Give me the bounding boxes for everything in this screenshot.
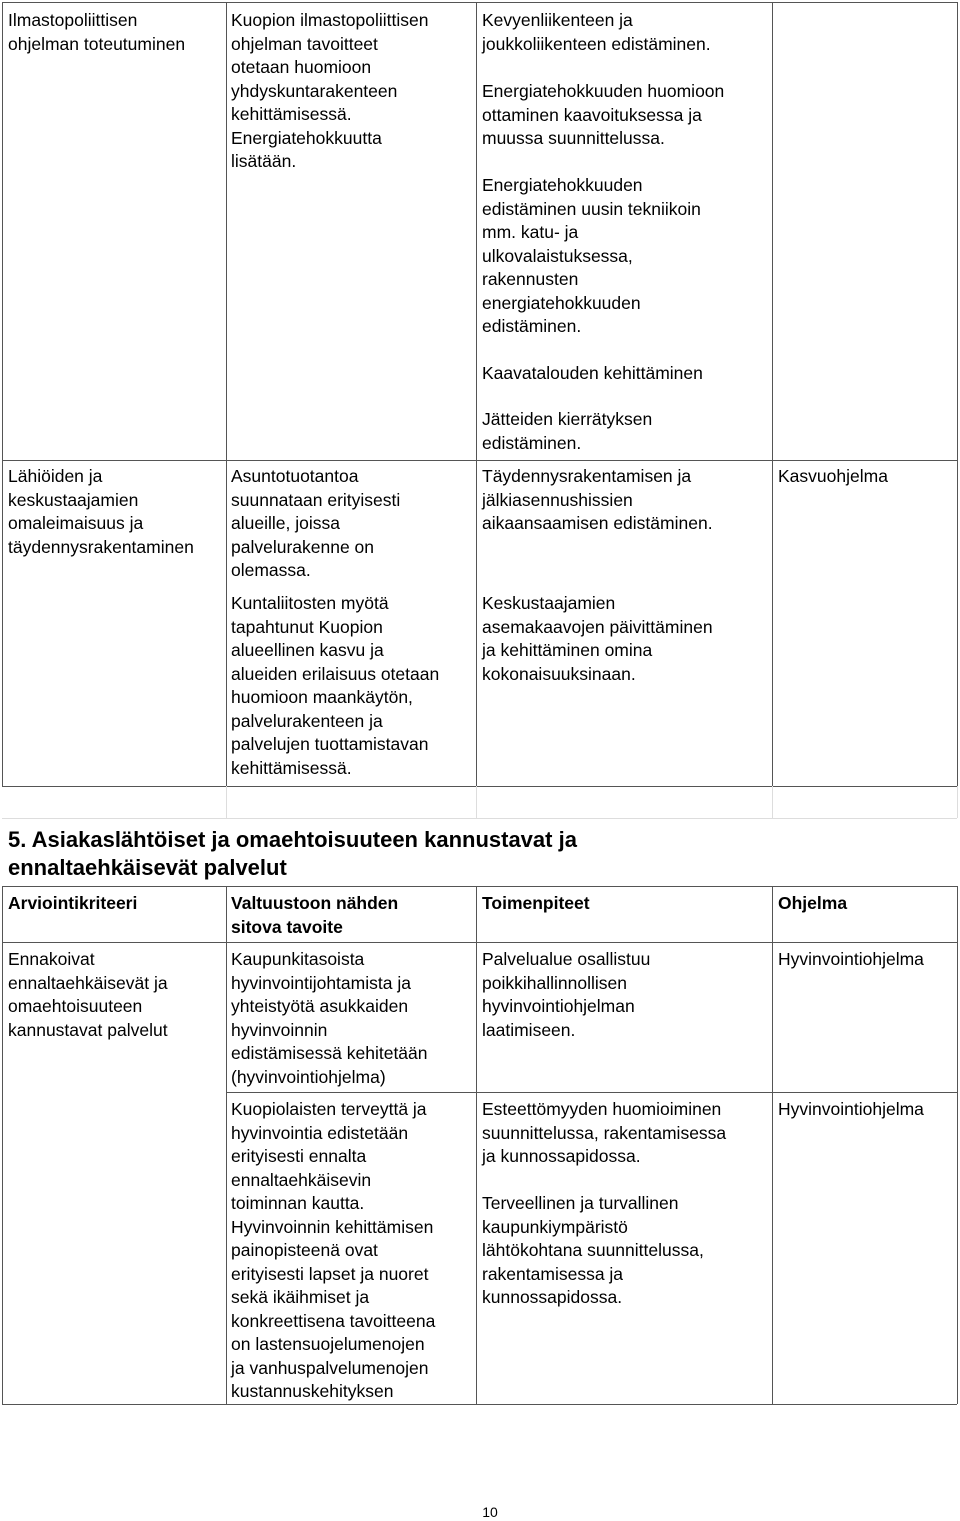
program-wellbeing: Hyvinvointiohjelma — [778, 1099, 924, 1119]
table-border-bottom — [2, 786, 957, 787]
criterion-preventive-services: Ennakoivat ennaltaehkäisevät ja omaehtoisuuteen kannustavat palvelut — [8, 949, 168, 1040]
table-col-divider — [772, 2, 773, 786]
measure-wellbeing-program: Palvelualue osallistuu poikkihallinnollisen hyvinvointiohjelman laatimiseen. — [482, 949, 651, 1040]
goal-wellbeing-management: Kaupunkitasoista hyvinvointijohtamista ja yhteistyötä asukkaiden hyvinvoinnin edistämisessä kehitetään (hyvinvointiohjelma) — [231, 949, 428, 1087]
criterion-suburbs: Lähiöiden ja keskustaajamien omaleimaisuus ja täydennysrakentaminen — [8, 466, 194, 557]
table-col-divider — [476, 2, 477, 786]
measure-recycling: Jätteiden kierrätyksen edistäminen. — [482, 409, 653, 453]
page-number: 10 — [482, 1504, 498, 1520]
table-col-divider — [772, 886, 773, 1404]
table-border-left — [2, 886, 3, 1404]
spacer-col-line — [226, 786, 227, 818]
table-border-top — [2, 886, 957, 887]
measure-energy-planning: Energiatehokkuuden huomioon ottaminen kaavoituksessa ja muussa suunnittelussa. — [482, 81, 725, 148]
program-growth: Kasvuohjelma — [778, 466, 888, 486]
header-goal: Valtuustoon nähden sitova tavoite — [231, 893, 399, 937]
table-row-divider — [226, 1092, 957, 1093]
spacer-col-line — [476, 786, 477, 818]
table-col-divider — [226, 2, 227, 786]
spacer-col-line — [772, 786, 773, 818]
table-border-bottom — [2, 1404, 957, 1405]
measure-accessibility: Esteettömyyden huomioiminen suunnittelussa, rakentamisessa ja kunnossapidossa. — [482, 1099, 727, 1166]
table-border-right — [957, 886, 958, 1404]
measure-traffic: Kevyenliikenteen ja joukkoliikenteen edistäminen. — [482, 10, 711, 54]
table-border-top — [2, 2, 957, 3]
table-col-divider — [476, 886, 477, 1404]
measure-energy-technology: Energiatehokkuuden edistäminen uusin tekniikoin mm. katu- ja ulkovalaistuksessa, rakennusten energiatehokkuuden edistäminen. — [482, 175, 701, 336]
program-wellbeing: Hyvinvointiohjelma — [778, 949, 924, 969]
spacer-row-line — [2, 818, 957, 819]
spacer-col-line — [957, 786, 958, 818]
goal-health-promotion: Kuopiolaisten terveyttä ja hyvinvointia edistetään erityisesti ennalta ennaltaehkäisevin toiminnan kautta. Hyvinvoinnin kehittämisen painopisteenä ovat erityisesti lapset ja nuoret sekä ikäihmiset ja konkreettisena tavoitteena on lastensuojelumenojen ja vanhuspalvelumenojen kustannuskehityksen — [231, 1099, 436, 1401]
measure-healthy-environment: Terveellinen ja turvallinen kaupunkiympäristö lähtökohtana suunnittelussa, rakentamisessa ja kunnossapidossa. — [482, 1193, 704, 1307]
goal-climate-policy: Kuopion ilmastopoliittisen ohjelman tavoitteet otetaan huomioon yhdyskuntarakenteen kehittämisessä. Energiatehokkuutta lisätään. — [231, 10, 429, 171]
table-col-divider — [226, 886, 227, 1404]
header-program: Ohjelma — [778, 893, 848, 913]
table-border-left — [2, 2, 3, 786]
measure-town-plans: Keskustaajamien asemakaavojen päivittäminen ja kehittäminen omina kokonaisuuksinaan. — [482, 593, 713, 684]
goal-municipal-mergers: Kuntaliitosten myötä tapahtunut Kuopion alueellinen kasvu ja alueiden erilaisuus otetaan huomioon maankäytön, palvelurakenteen ja palvelujen tuottamistavan kehittämisessä. — [231, 593, 440, 778]
table-row-divider — [2, 460, 957, 461]
header-measures: Toimenpiteet — [482, 893, 590, 913]
measure-plan-economy: Kaavatalouden kehittäminen — [482, 363, 703, 383]
section-title: 5. Asiakaslähtöiset ja omaehtoisuuteen kannustavat ja ennaltaehkäisevät palvelut — [8, 827, 577, 880]
measure-infill: Täydennysrakentamisen ja jälkiasennushissien aikaansaamisen edistäminen. — [482, 466, 713, 533]
goal-housing: Asuntotuotantoa suunnataan erityisesti alueille, joissa palvelurakenne on olemassa. — [231, 466, 401, 580]
criterion-climate-policy: Ilmastopoliittisen ohjelman toteutuminen — [8, 10, 186, 54]
table-header-divider — [2, 942, 957, 943]
table-border-right — [957, 2, 958, 786]
header-criterion: Arviointikriteeri — [8, 893, 138, 913]
